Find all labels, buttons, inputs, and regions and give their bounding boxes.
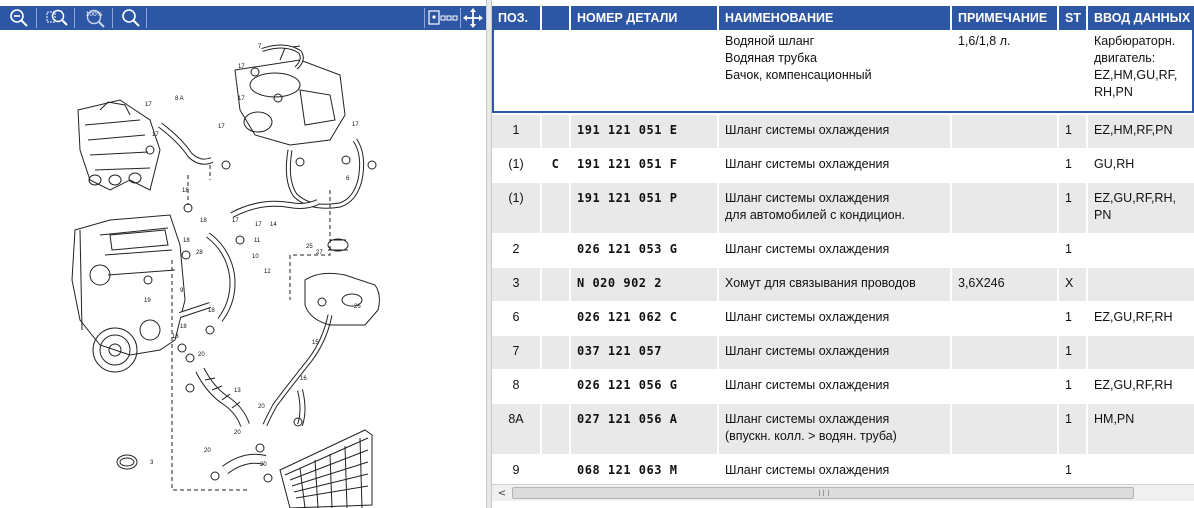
cell-note: [952, 336, 1059, 369]
toolbar-separator: [146, 8, 147, 28]
callout-label: 20: [234, 430, 241, 436]
callout-label: 18: [182, 188, 189, 194]
table-row[interactable]: [492, 455, 1194, 484]
cell-name-line: Шланг системы охлаждения: [725, 378, 890, 392]
cell-pos: 9: [492, 455, 542, 484]
cell-st: 1: [1059, 149, 1088, 182]
cell-name-line: Шланг системы охлаждения: [725, 191, 890, 205]
toolbar-separator: [74, 8, 75, 28]
column-header-pos[interactable]: ПОЗ.: [492, 6, 542, 30]
cell-name-line: Шланг системы охлаждения: [725, 412, 890, 426]
cell-name-line: Шланг системы охлаждения: [725, 463, 890, 477]
cell-st: 1: [1059, 370, 1088, 403]
diagram-pane: [0, 0, 486, 508]
cell-data: [1088, 183, 1194, 233]
cell-part: 026 121 053 G: [571, 234, 719, 267]
callout-label: 17: [145, 102, 152, 108]
table-row[interactable]: [492, 404, 1194, 455]
zoom-100-icon[interactable]: [80, 7, 110, 29]
cell-name-line: Шланг системы охлаждения: [725, 310, 890, 324]
callout-label: 20: [260, 462, 267, 468]
cell-name-line: для автомобилей с кондицион.: [725, 208, 906, 222]
cell-part: 191 121 051 P: [571, 183, 719, 233]
group-names: [719, 30, 952, 111]
cell-flag: [542, 183, 571, 233]
cell-name: [719, 302, 952, 335]
cell-name: [719, 149, 952, 182]
callout-label: 13: [234, 388, 241, 394]
column-header-st[interactable]: ST: [1059, 6, 1088, 30]
callout-label: 18: [208, 308, 215, 314]
column-header-data[interactable]: ВВОД ДАННЫХ: [1094, 11, 1191, 25]
cell-part: 026 121 062 C: [571, 302, 719, 335]
group-name-line: Водяной шланг: [725, 34, 815, 48]
cell-flag: [542, 370, 571, 403]
cell-name-line: Хомут для связывания проводов: [725, 276, 916, 290]
table-row[interactable]: [492, 268, 1194, 302]
cell-name: [719, 336, 952, 369]
cell-data-line: EZ,GU,RF,RH,: [1094, 191, 1176, 205]
toolbar-separator: [112, 8, 113, 28]
column-header-note[interactable]: ПРИМЕЧАНИЕ: [952, 6, 1059, 30]
cell-data: [1088, 404, 1194, 454]
zoom-out-icon[interactable]: [4, 7, 34, 29]
callout-label: 17: [218, 124, 225, 130]
cell-name: [719, 183, 952, 233]
callout-label: 10: [252, 254, 259, 260]
cell-pos: 2: [492, 234, 542, 267]
cell-pos: 8A: [492, 404, 542, 454]
grip-icon: [819, 490, 829, 496]
horizontal-scrollbar[interactable]: [492, 484, 1194, 501]
table-row[interactable]: [492, 370, 1194, 404]
cell-name: [719, 404, 952, 454]
cell-flag: [542, 404, 571, 454]
group-note-text: 1,6/1,8 л.: [958, 34, 1011, 48]
cell-data: [1088, 302, 1194, 335]
callout-label: 20: [198, 352, 205, 358]
callout-label: 17: [238, 64, 245, 70]
cell-st: 1: [1059, 234, 1088, 267]
cell-note: 3,6X246: [952, 268, 1059, 301]
cell-flag: [542, 302, 571, 335]
cell-st: 1: [1059, 183, 1088, 233]
table-row[interactable]: [492, 115, 1194, 149]
cell-flag: [542, 234, 571, 267]
cell-data-line: HM,PN: [1094, 412, 1135, 426]
callout-label: 20: [204, 448, 211, 454]
cell-name: [719, 370, 952, 403]
callout-label: 6: [346, 176, 350, 182]
toolbar-separator: [424, 8, 425, 28]
cell-st: 1: [1059, 115, 1088, 148]
callout-label: 28: [196, 250, 203, 256]
cell-pos: 8: [492, 370, 542, 403]
cell-note: [952, 455, 1059, 484]
search-zoom-icon[interactable]: [116, 7, 146, 29]
cell-flag: [542, 115, 571, 148]
callout-label: 11: [254, 238, 261, 244]
cell-part: 068 121 063 M: [571, 455, 719, 484]
group-data-line: RH,PN: [1094, 85, 1133, 99]
cell-data: [1088, 370, 1194, 403]
cell-name: [719, 234, 952, 267]
cell-flag: [542, 336, 571, 369]
column-header-name[interactable]: НАИМЕНОВАНИЕ: [719, 6, 952, 30]
cell-data-line: PN: [1094, 208, 1112, 222]
callout-label: 17: [232, 218, 239, 224]
column-header-flag[interactable]: [542, 6, 571, 30]
cell-pos: 1: [492, 115, 542, 148]
group-data-line: двигатель:: [1094, 51, 1156, 65]
cell-st: 1: [1059, 336, 1088, 369]
table-row[interactable]: [492, 234, 1194, 268]
callout-label: 16: [300, 376, 307, 382]
toolbar-separator: [36, 8, 37, 28]
cell-flag: [542, 268, 571, 301]
cell-part: 191 121 051 F: [571, 149, 719, 182]
callout-label: 25: [306, 244, 313, 250]
cell-data: [1088, 115, 1194, 148]
cell-data: [1088, 234, 1194, 267]
cell-data-line: EZ,HM,RF,PN: [1094, 123, 1173, 137]
cell-part: N 020 902 2: [571, 268, 719, 301]
column-header-part-number[interactable]: НОМЕР ДЕТАЛИ: [571, 6, 719, 30]
cell-name: [719, 268, 952, 301]
cell-name: [719, 115, 952, 148]
table-row[interactable]: [492, 183, 1194, 234]
table-row[interactable]: [492, 302, 1194, 336]
cell-data-line: GU,RH: [1094, 157, 1135, 171]
callout-label: 3: [150, 460, 154, 466]
cell-part: 027 121 056 A: [571, 404, 719, 454]
move-arrows-icon[interactable]: [460, 7, 486, 29]
cell-st: X: [1059, 268, 1088, 301]
group-data: [1088, 30, 1192, 111]
group-note: [952, 30, 1059, 111]
group-data-line: EZ,HM,GU,RF,: [1094, 68, 1178, 82]
callout-label: 18: [172, 334, 179, 340]
group-data-line: Карбюраторн.: [1094, 34, 1176, 48]
group-name-line: Бачок, компенсационный: [725, 68, 872, 82]
callout-label: 9: [180, 288, 184, 294]
cell-note: [952, 404, 1059, 454]
scroll-left-icon[interactable]: <: [497, 487, 507, 499]
parts-diagram[interactable]: [0, 30, 486, 508]
table-body: [492, 30, 1194, 484]
callout-label: 20: [258, 404, 265, 410]
cell-flag: C: [542, 149, 571, 182]
cell-note: [952, 370, 1059, 403]
cell-data-line: EZ,GU,RF,RH: [1094, 310, 1173, 324]
hotspots-icon[interactable]: [428, 7, 458, 29]
cell-name: [719, 455, 952, 484]
scrollbar-thumb[interactable]: [512, 487, 1134, 499]
callout-label: 18: [183, 238, 190, 244]
cell-part: 026 121 056 G: [571, 370, 719, 403]
cell-pos: 3: [492, 268, 542, 301]
cell-name-line: Шланг системы охлаждения: [725, 123, 890, 137]
table-row[interactable]: [492, 149, 1194, 183]
cell-part: 037 121 057: [571, 336, 719, 369]
callout-label: 27: [316, 250, 323, 256]
parts-table: [492, 0, 1194, 508]
callout-label: 8 A: [175, 96, 184, 102]
callout-label: 15: [312, 340, 319, 346]
cell-st: 1: [1059, 404, 1088, 454]
callout-label: 17: [352, 122, 359, 128]
callout-label: 17: [152, 132, 159, 138]
cell-pos: (1): [492, 149, 542, 182]
callout-label: 14: [270, 222, 277, 228]
cell-data-line: EZ,GU,RF,RH: [1094, 378, 1173, 392]
cell-flag: [542, 455, 571, 484]
cell-note: [952, 234, 1059, 267]
cell-note: [952, 149, 1059, 182]
cell-name-line: Шланг системы охлаждения: [725, 242, 890, 256]
zoom-100-label: 100%: [85, 11, 103, 18]
cell-data: [1088, 336, 1194, 369]
group-name-line: Водяная трубка: [725, 51, 817, 65]
cell-pos: (1): [492, 183, 542, 233]
zoom-region-icon[interactable]: [42, 7, 72, 29]
table-group-row[interactable]: [492, 30, 1194, 113]
cell-data: [1088, 455, 1194, 484]
cell-name-line: Шланг системы охлаждения: [725, 344, 890, 358]
callout-label: 17: [238, 96, 245, 102]
callout-label: 19: [144, 298, 151, 304]
cell-st: 1: [1059, 302, 1088, 335]
cell-name-line: (впускн. колл. > водян. труба): [725, 429, 897, 443]
cell-pos: 7: [492, 336, 542, 369]
cell-note: [952, 115, 1059, 148]
cell-pos: 6: [492, 302, 542, 335]
cell-note: [952, 302, 1059, 335]
callout-label: 18: [180, 324, 187, 330]
table-header: [492, 6, 1194, 30]
cell-data: [1088, 149, 1194, 182]
callout-label: 26: [354, 304, 361, 310]
cell-note: [952, 183, 1059, 233]
cell-st: 1: [1059, 455, 1088, 484]
viewer-toolbar: [0, 6, 486, 30]
callout-label: 18: [200, 218, 207, 224]
callout-label: 7: [258, 44, 262, 50]
cell-name-line: Шланг системы охлаждения: [725, 157, 890, 171]
cell-part: 191 121 051 E: [571, 115, 719, 148]
cell-data: [1088, 268, 1194, 301]
cooling-system-exploded-view: [0, 30, 486, 508]
table-row[interactable]: [492, 336, 1194, 370]
callout-label: 12: [264, 269, 271, 275]
callout-label: 17: [255, 222, 262, 228]
